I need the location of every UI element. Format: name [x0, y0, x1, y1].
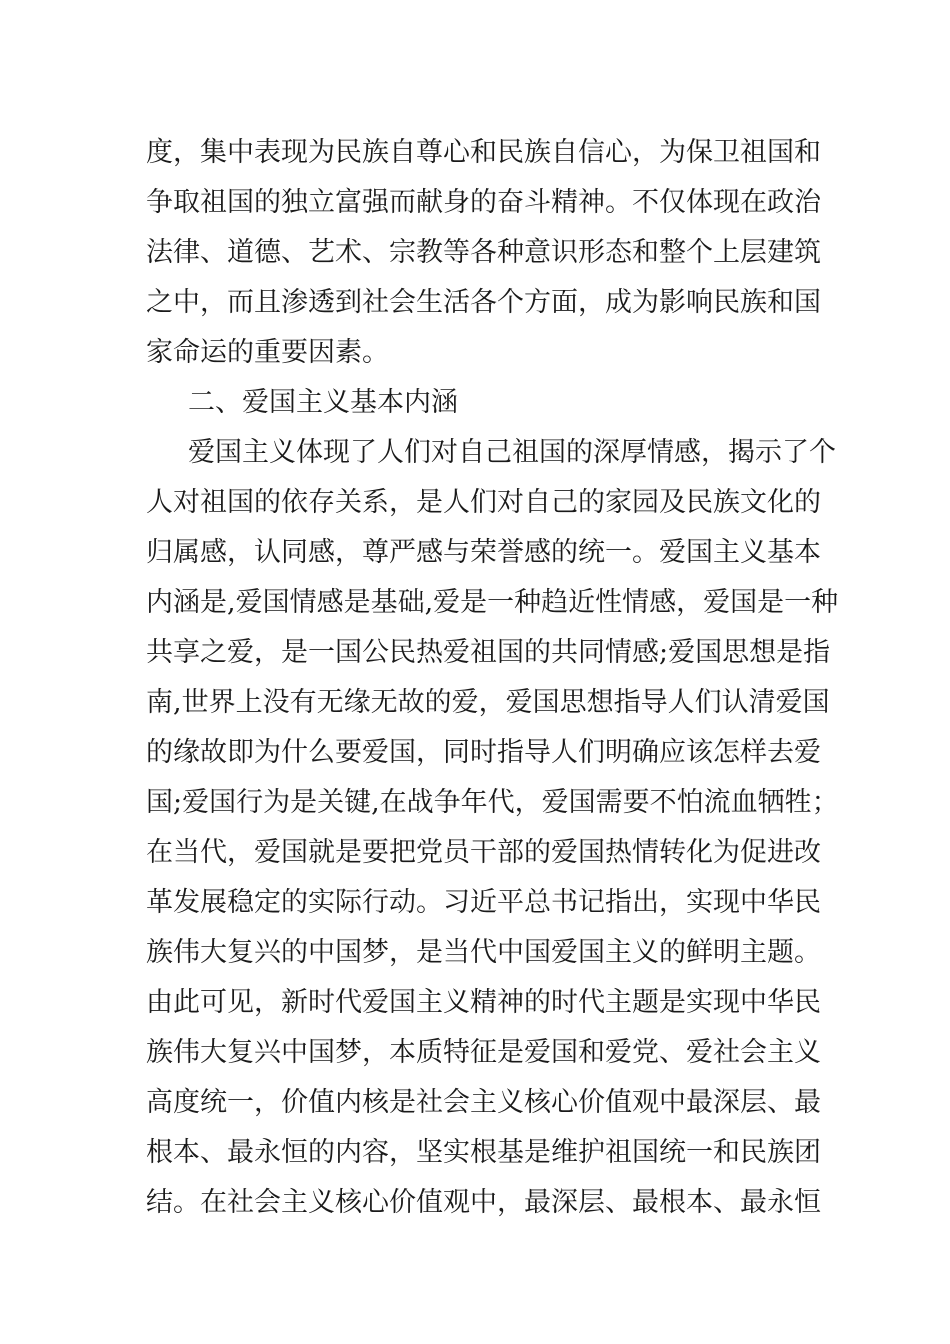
- text-line: 高度统一，价值内核是社会主义核心价值观中最深层、最: [146, 1087, 821, 1118]
- text-line: 南,世界上没有无缘无故的爱，爱国思想指导人们认清爱国: [146, 687, 830, 718]
- text-line: 家命运的重要因素。: [146, 337, 389, 368]
- body-text: [146, 128, 839, 1228]
- text-line: 根本、最永恒的内容，坚实根基是维护祖国统一和民族团: [146, 1137, 821, 1168]
- text-line: 族伟大复兴的中国梦，是当代中国爱国主义的鲜明主题。: [146, 937, 821, 968]
- text-line: 之中，而且渗透到社会生活各个方面，成为影响民族和国: [146, 287, 821, 318]
- text-line: 共享之爱，是一国公民热爱祖国的共同情感;爱国思想是指: [146, 637, 831, 668]
- text-line: 归属感，认同感，尊严感与荣誉感的统一。爱国主义基本: [146, 537, 821, 568]
- text-line: 在当代，爱国就是要把党员干部的爱国热情转化为促进改: [146, 837, 821, 868]
- text-line: 由此可见，新时代爱国主义精神的时代主题是实现中华民: [146, 987, 821, 1018]
- text-line: 内涵是,爱国情感是基础,爱是一种趋近性情感，爱国是一种: [146, 587, 839, 618]
- text-line: 的缘故即为什么要爱国，同时指导人们明确应该怎样去爱: [146, 737, 821, 768]
- text-line: 爱国主义体现了人们对自己祖国的深厚情感，揭示了个: [188, 437, 836, 468]
- text-line: 结。在社会主义核心价值观中，最深层、最根本、最永恒: [146, 1187, 821, 1218]
- text-line: 人对祖国的依存关系，是人们对自己的家园及民族文化的: [146, 487, 821, 518]
- text-line: 法律、道德、艺术、宗教等各种意识形态和整个上层建筑: [146, 237, 821, 268]
- text-line: 族伟大复兴中国梦，本质特征是爱国和爱党、爱社会主义: [146, 1037, 821, 1068]
- text-line: 国;爱国行为是关键,在战争年代，爱国需要不怕流血牺牲；: [146, 787, 839, 818]
- section-heading: 二、爱国主义基本内涵: [188, 387, 458, 418]
- text-line: 度，集中表现为民族自尊心和民族自信心，为保卫祖国和: [146, 137, 821, 168]
- text-line: 革发展稳定的实际行动。习近平总书记指出，实现中华民: [146, 887, 821, 918]
- text-line: 争取祖国的独立富强而献身的奋斗精神。不仅体现在政治: [146, 187, 821, 218]
